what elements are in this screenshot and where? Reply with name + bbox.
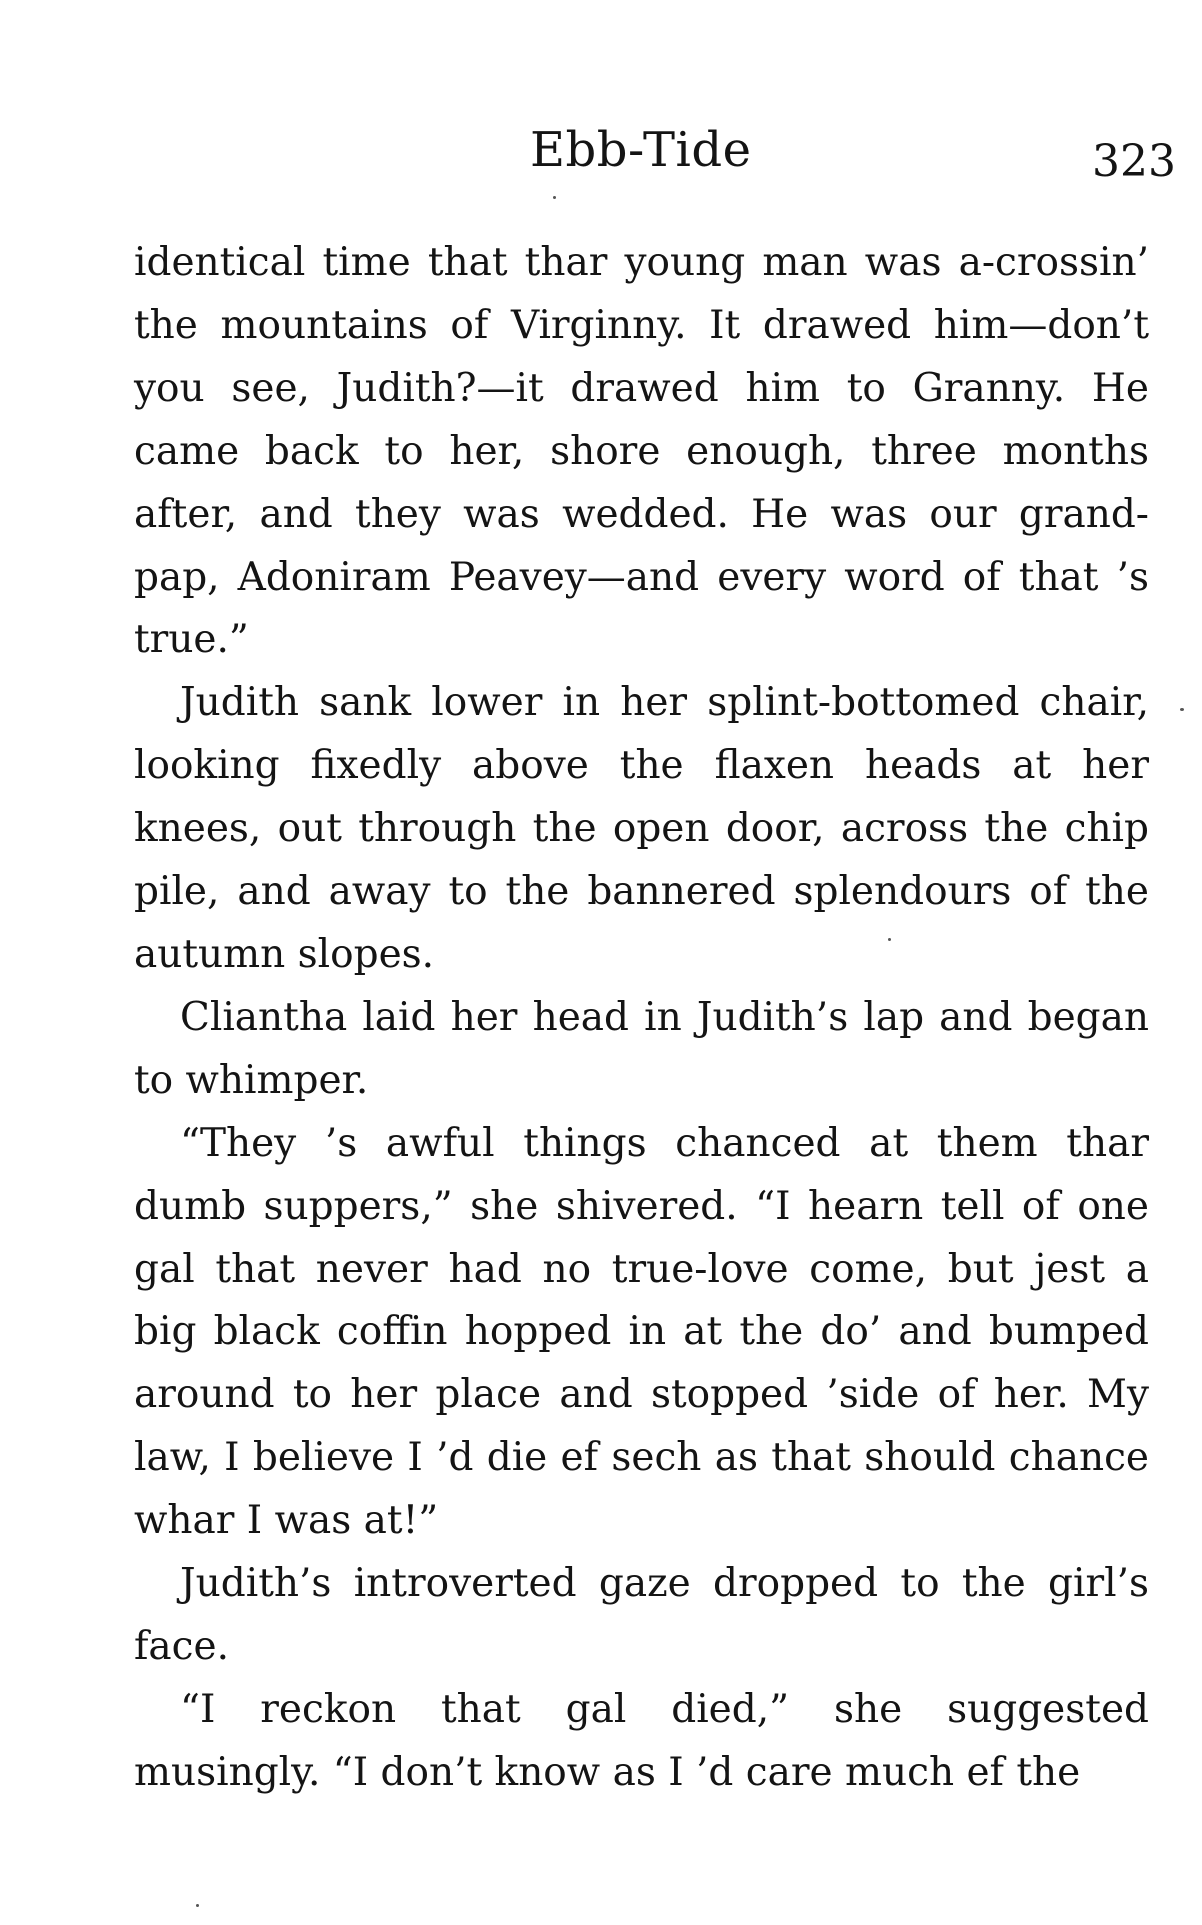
paragraph-5: Judith’s introverted gaze dropped to the girl’s face.	[134, 1561, 1149, 1669]
paragraph-1: identical time that thar young man was a-crossin’ the mountains of Virginny. It drawed him—don’t you see, Judith?—it drawed him to Granny. He came back to her, shore enough, three months after, and they was wedded. He was our grand-pap, Adoniram Peavey—and every word of that ’s true.”	[134, 240, 1149, 663]
scan-speck	[196, 1904, 199, 1907]
paragraph-2: Judith sank lower in her splint-bottomed chair, looking fixedly above the flaxen heads at her knees, out through the open door, across the chip pile, and away to the bannered splendours of the autumn slopes.	[134, 680, 1149, 977]
scan-speck	[888, 938, 891, 941]
page-number: 323	[1092, 136, 1176, 187]
page-header	[0, 118, 1202, 198]
body-text	[134, 232, 1149, 1805]
scan-speck	[1180, 708, 1184, 711]
running-title: Ebb-Tide	[530, 122, 752, 178]
paragraph-3: Cliantha laid her head in Judith’s lap and began to whimper.	[134, 994, 1149, 1103]
scan-speck	[553, 196, 556, 199]
paragraph-4: “They ’s awful things chanced at them thar dumb suppers,” she shivered. “I hearn tell of one gal that never had no true-love come, but jest a big black coffin hopped in at the do’ and bumped around to her place and stopped ’side of her. My law, I believe I ’d die ef sech as that should chance whar I was at!”	[134, 1120, 1149, 1544]
paragraph-6: “I reckon that gal died,” she suggested musingly. “I don’t know as I ’d care much ef the	[134, 1686, 1149, 1795]
